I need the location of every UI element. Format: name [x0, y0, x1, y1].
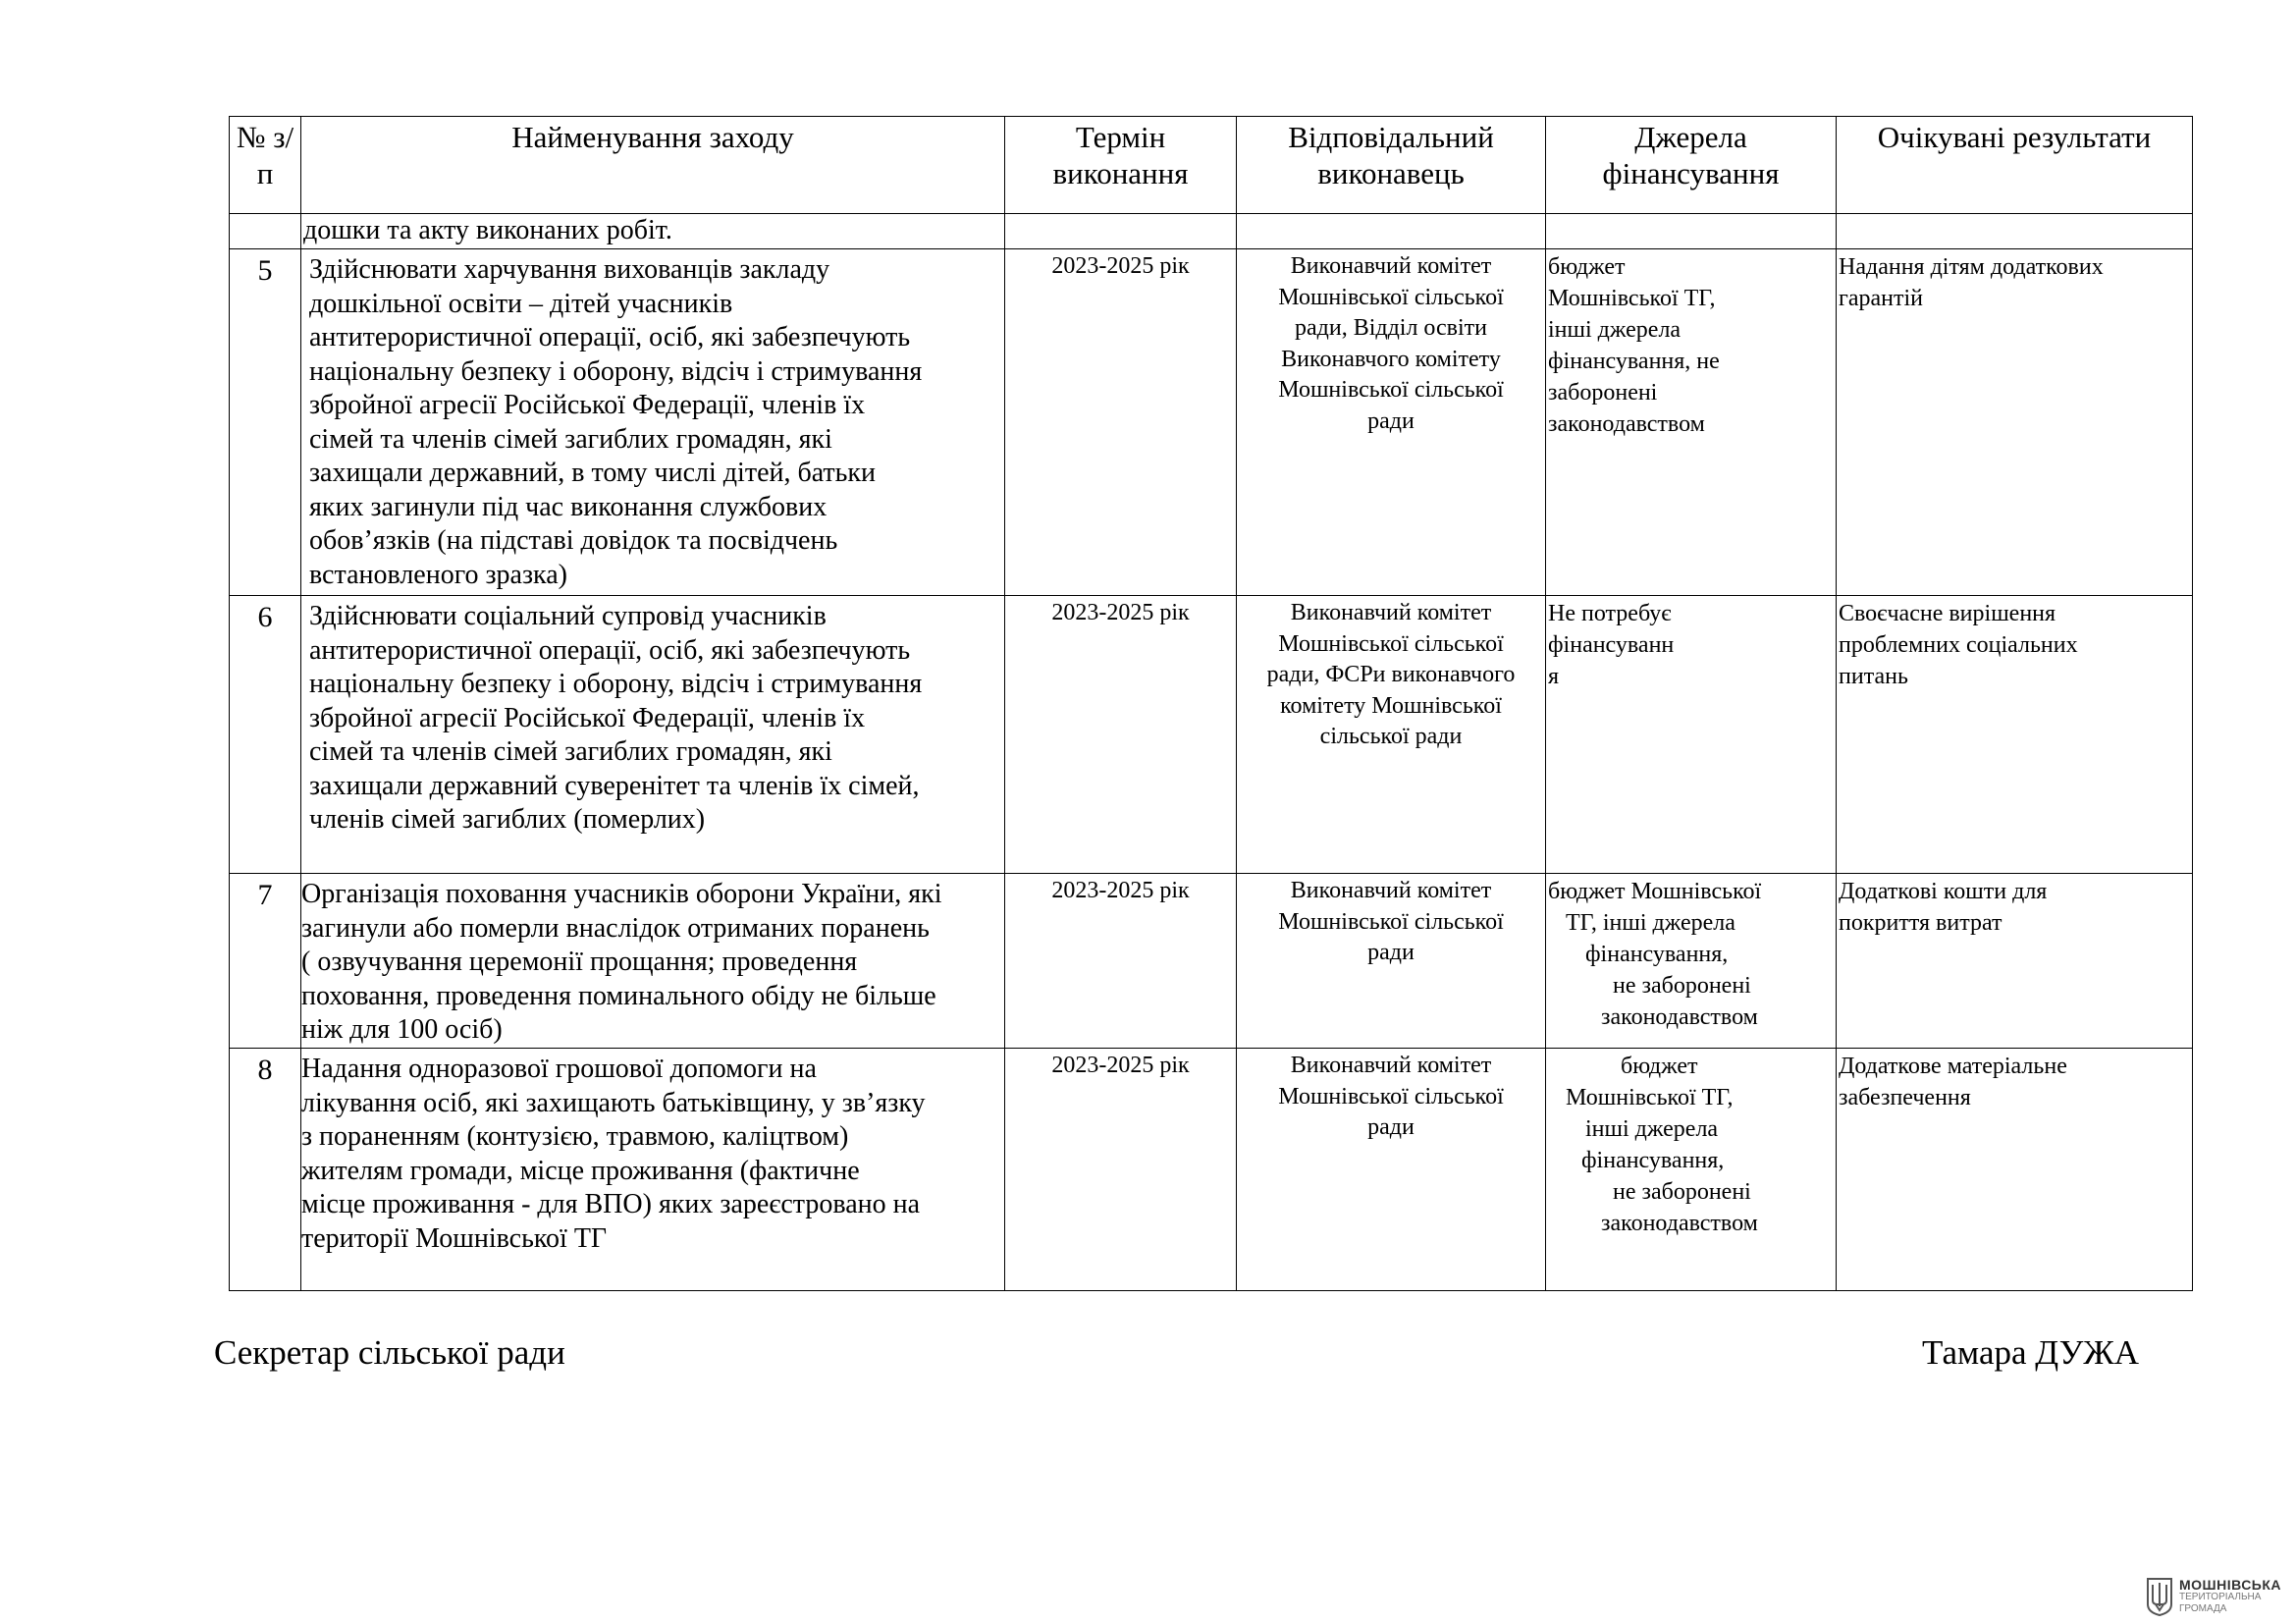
- logo-line-1: МОШНІВСЬКА: [2179, 1577, 2282, 1593]
- measure-name: Організація поховання учасників оборони України, які загинули або померли внаслідок отриманих поранень ( озвучування церемонії прощання; проведення поховання, проведення поминального обіду не більше ніж для 100 осіб): [301, 874, 1005, 1049]
- executor: Виконавчий комітет Мошнівської сільської ради: [1237, 874, 1546, 1049]
- expected-result: Додаткові кошти для покриття витрат: [1837, 874, 2193, 1049]
- row-number: 5: [230, 249, 301, 596]
- measure-name: Надання одноразової грошової допомоги на лікування осіб, які захищають батьківщину, у зв’язку з пораненням (контузією, травмою, каліцтвом) жителям громади, місце проживання (фактичне місце проживання - для ВПО) яких зареєстровано на території Мошнівської ТГ: [301, 1049, 1005, 1291]
- term: 2023-2025 рік: [1005, 596, 1237, 874]
- table-row: [230, 596, 2193, 874]
- header-num: № з/п: [230, 117, 301, 214]
- executor: Виконавчий комітет Мошнівської сільської ради, ФСРи виконавчого комітету Мошнівської сільської ради: [1237, 596, 1546, 874]
- funding-source: бюджет Мошнівської ТГ, інші джерела фінансування, не заборонені законодавством: [1546, 1049, 1837, 1291]
- executor: Виконавчий комітет Мошнівської сільської ради: [1237, 1049, 1546, 1291]
- signature-name: Тамара ДУЖА: [1922, 1333, 2139, 1372]
- header-executor: Відповідальний виконавець: [1237, 117, 1546, 214]
- term: 2023-2025 рік: [1005, 249, 1237, 596]
- logo-line-3: ГРОМАДА: [2179, 1603, 2227, 1614]
- funding-source: Не потребує фінансуванн я: [1546, 596, 1837, 874]
- cell-results: [1837, 214, 2193, 249]
- funding-source: бюджет Мошнівської ТГ, інші джерела фінансування, не заборонені законодавством: [1546, 249, 1837, 596]
- measure-name: Здійснювати соціальний супровід учасників антитерористичної операції, осіб, які забезпечують національну безпеку і оборону, відсіч і стримування збройної агресії Російської Федерації, членів їх сімей та членів сімей загиблих громадян, які захищали державний суверенітет та членів їх сімей, членів сімей загиблих (померлих): [301, 596, 1005, 874]
- expected-result: Своєчасне вирішення проблемних соціальних питань: [1837, 596, 2193, 874]
- continuation-text: дошки та акту виконаних робіт.: [301, 214, 1005, 249]
- expected-result: Додаткове матеріальне забезпечення: [1837, 1049, 2193, 1291]
- row-number: 6: [230, 596, 301, 874]
- cell-num: [230, 214, 301, 249]
- expected-result: Надання дітям додаткових гарантій: [1837, 249, 2193, 596]
- table-row: [230, 1049, 2193, 1291]
- table-row: [230, 874, 2193, 1049]
- row-number: 8: [230, 1049, 301, 1291]
- header-name: Найменування заходу: [301, 117, 1005, 214]
- table-row-continuation: [230, 214, 2193, 249]
- cell-term: [1005, 214, 1237, 249]
- header-results: Очікувані результати: [1837, 117, 2193, 214]
- table-row: [230, 249, 2193, 596]
- term: 2023-2025 рік: [1005, 1049, 1237, 1291]
- cell-funding: [1546, 214, 1837, 249]
- row-number: 7: [230, 874, 301, 1049]
- table-header-row: [230, 117, 2193, 214]
- header-funding: Джерела фінансування: [1546, 117, 1837, 214]
- logo-line-2: ТЕРИТОРІАЛЬНА: [2179, 1592, 2262, 1602]
- cell-executor: [1237, 214, 1546, 249]
- measure-name: Здійснювати харчування вихованців закладу дошкільної освіти – дітей учасників антитерористичної операції, осіб, які забезпечують національну безпеку і оборону, відсіч і стримування збройної агресії Російської Федерації, членів їх сімей та членів сімей загиблих громадян, які захищали державний, в тому числі дітей, батьки яких загинули під час виконання службових обов’язків (на підставі довідок та посвідчень встановленого зразка): [301, 249, 1005, 596]
- community-logo: [2146, 1577, 2283, 1616]
- trident-emblem-icon: [2146, 1577, 2173, 1616]
- header-term: Термін виконання: [1005, 117, 1237, 214]
- executor: Виконавчий комітет Мошнівської сільської ради, Відділ освіти Виконавчого комітету Мошнівської сільської ради: [1237, 249, 1546, 596]
- measures-table: [229, 116, 2193, 1291]
- signature-position: Секретар сільської ради: [214, 1333, 565, 1372]
- term: 2023-2025 рік: [1005, 874, 1237, 1049]
- funding-source: бюджет Мошнівської ТГ, інші джерела фінансування, не заборонені законодавством: [1546, 874, 1837, 1049]
